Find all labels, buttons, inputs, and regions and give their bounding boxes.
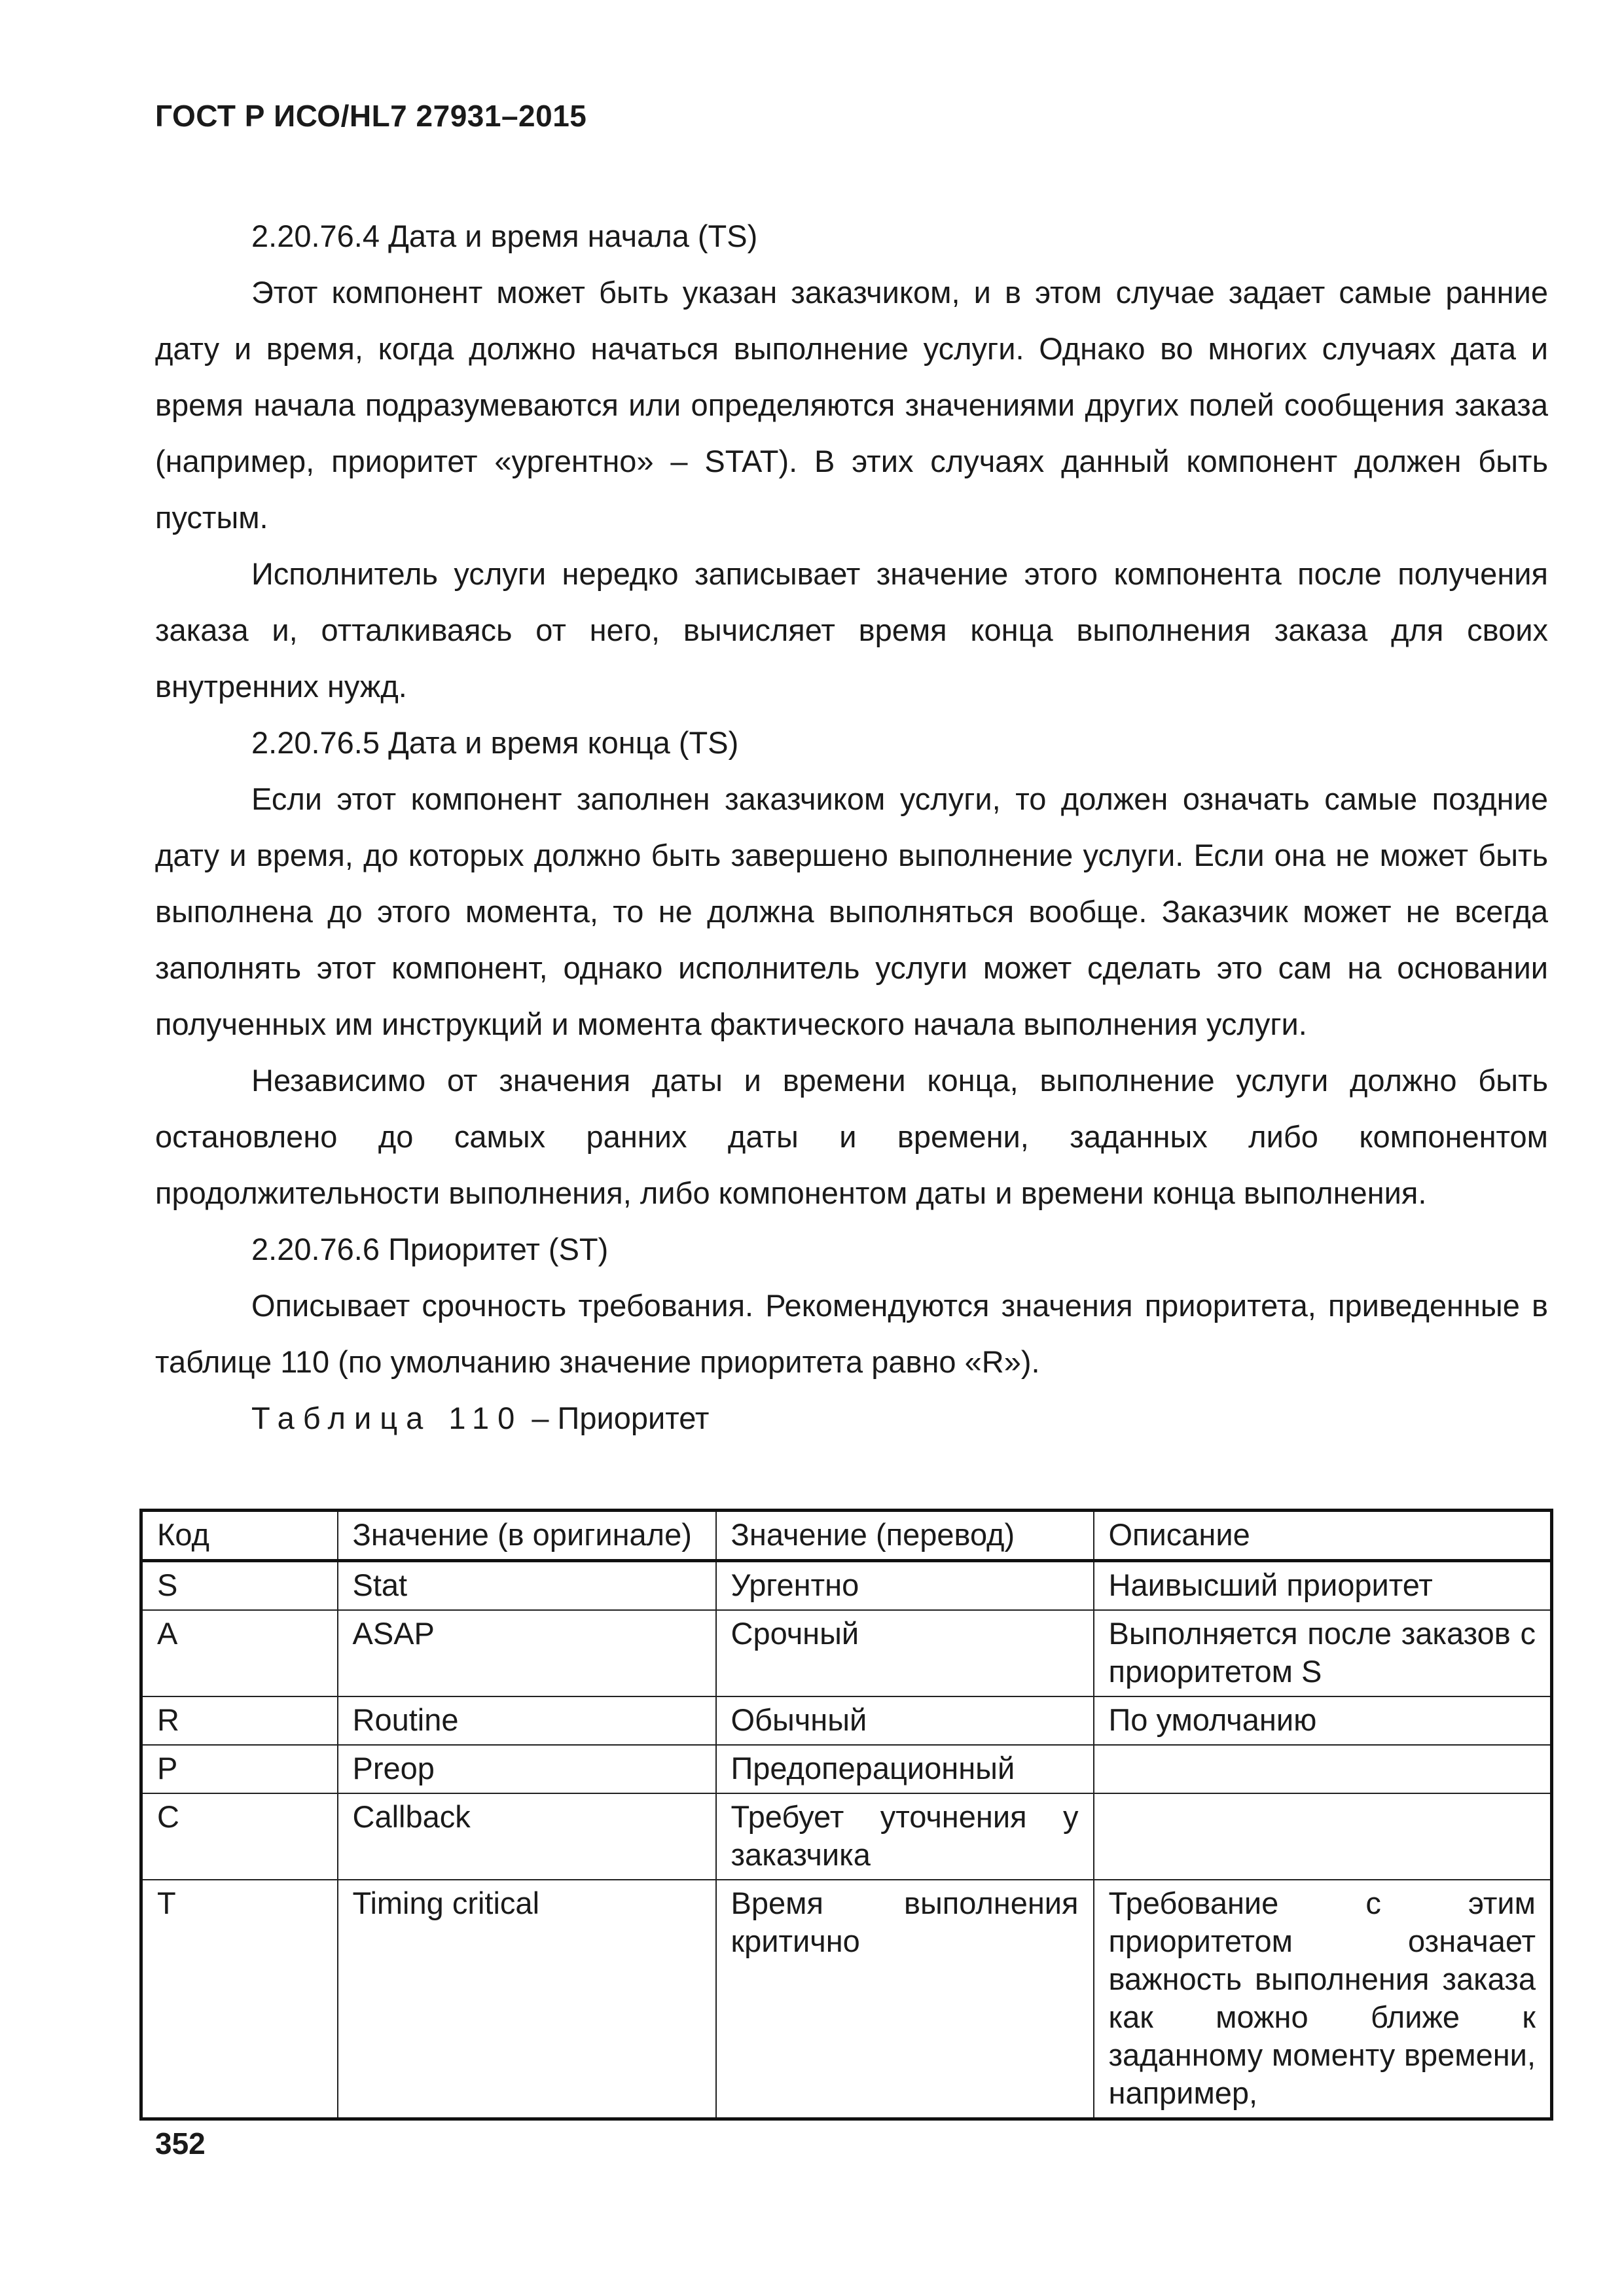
- cell-original-value: Routine: [338, 1696, 716, 1745]
- cell-original-value: ASAP: [338, 1610, 716, 1696]
- column-header-original-value: Значение (в оригинале): [338, 1511, 716, 1561]
- table-row: [141, 1880, 1552, 2119]
- section-heading-start-time: 2.20.76.4 Дата и время начала (TS): [251, 219, 758, 253]
- cell-code: A: [141, 1610, 338, 1696]
- cell-translated-value: Предоперационный: [716, 1745, 1094, 1793]
- table-row: [141, 1610, 1552, 1696]
- cell-code: C: [141, 1793, 338, 1880]
- paragraph: Если этот компонент заполнен заказчиком услуги, то должен означать самые поздние дату и время, до которых должно быть завершено выполнение услуги. Если она не может быть выполнена до этого момента, то не должна выполняться вообще. Заказчик может не всегда заполнять этот компонент, однако исполнитель услуги может сделать это сам на основании полученных им инструкций и момента фактического начала выполнения услуги.: [155, 781, 1548, 1041]
- column-header-description: Описание: [1094, 1511, 1552, 1561]
- table-row: [141, 1793, 1552, 1880]
- column-header-translated-value: Значение (перевод): [716, 1511, 1094, 1561]
- table-caption-label: Таблица 110: [251, 1401, 524, 1435]
- column-header-code: Код: [141, 1511, 338, 1561]
- cell-description: По умолчанию: [1094, 1696, 1552, 1745]
- cell-description: Выполняется после заказов с приоритетом S: [1094, 1610, 1552, 1696]
- table-row: [141, 1745, 1552, 1793]
- cell-translated-value: Обычный: [716, 1696, 1094, 1745]
- cell-translated-value: Ургентно: [716, 1561, 1094, 1611]
- paragraph: Этот компонент может быть указан заказчиком, и в этом случае задает самые ранние дату и время, когда должно начаться выполнение услуги. Однако во многих случаях дата и время начала подразумеваются или определяются значениями других полей сообщения заказа (например, приоритет «ургентно» – STAT). В этих случаях данный компонент должен быть пустым.: [155, 275, 1548, 535]
- cell-code: P: [141, 1745, 338, 1793]
- section-heading-end-time: 2.20.76.5 Дата и время конца (TS): [251, 725, 739, 760]
- cell-description: Требование с этим приоритетом означает важность выполнения заказа как можно ближе к заданному моменту времени, например,: [1094, 1880, 1552, 2119]
- cell-code: R: [141, 1696, 338, 1745]
- cell-original-value: Stat: [338, 1561, 716, 1611]
- table-row: [141, 1561, 1552, 1611]
- section-heading-priority: 2.20.76.6 Приоритет (ST): [251, 1232, 609, 1266]
- priority-table: [139, 1509, 1553, 2121]
- cell-translated-value: Срочный: [716, 1610, 1094, 1696]
- page-number: 352: [155, 2126, 206, 2161]
- table-header-row: [141, 1511, 1552, 1561]
- table-caption-title: Приоритет: [557, 1401, 710, 1435]
- cell-description: [1094, 1745, 1552, 1793]
- cell-translated-value: Требует уточнения у заказчика: [716, 1793, 1094, 1880]
- paragraph: Исполнитель услуги нередко записывает значение этого компонента после получения заказа и, отталкиваясь от него, вычисляет время конца выполнения заказа для своих внутренних нужд.: [155, 556, 1548, 704]
- cell-description: Наивысший приоритет: [1094, 1561, 1552, 1611]
- document-header: ГОСТ Р ИСО/HL7 27931–2015: [155, 99, 587, 133]
- cell-code: T: [141, 1880, 338, 2119]
- paragraph: Независимо от значения даты и времени конца, выполнение услуги должно быть остановлено до самых ранних даты и времени, заданных либо компонентом продолжительности выполнения, либо компонентом даты и времени конца выполнения.: [155, 1063, 1548, 1210]
- cell-code: S: [141, 1561, 338, 1611]
- table-row: [141, 1696, 1552, 1745]
- cell-original-value: Timing critical: [338, 1880, 716, 2119]
- table-caption: [155, 1390, 1548, 1446]
- paragraph: Описывает срочность требования. Рекомендуются значения приоритета, приведенные в таблице 110 (по умолчанию значение приоритета равно «R»).: [155, 1288, 1548, 1379]
- cell-translated-value: Время выполнения критично: [716, 1880, 1094, 2119]
- cell-original-value: Preop: [338, 1745, 716, 1793]
- cell-description: [1094, 1793, 1552, 1880]
- table-caption-separator: –: [523, 1401, 558, 1435]
- document-body: [155, 208, 1548, 1446]
- cell-original-value: Callback: [338, 1793, 716, 1880]
